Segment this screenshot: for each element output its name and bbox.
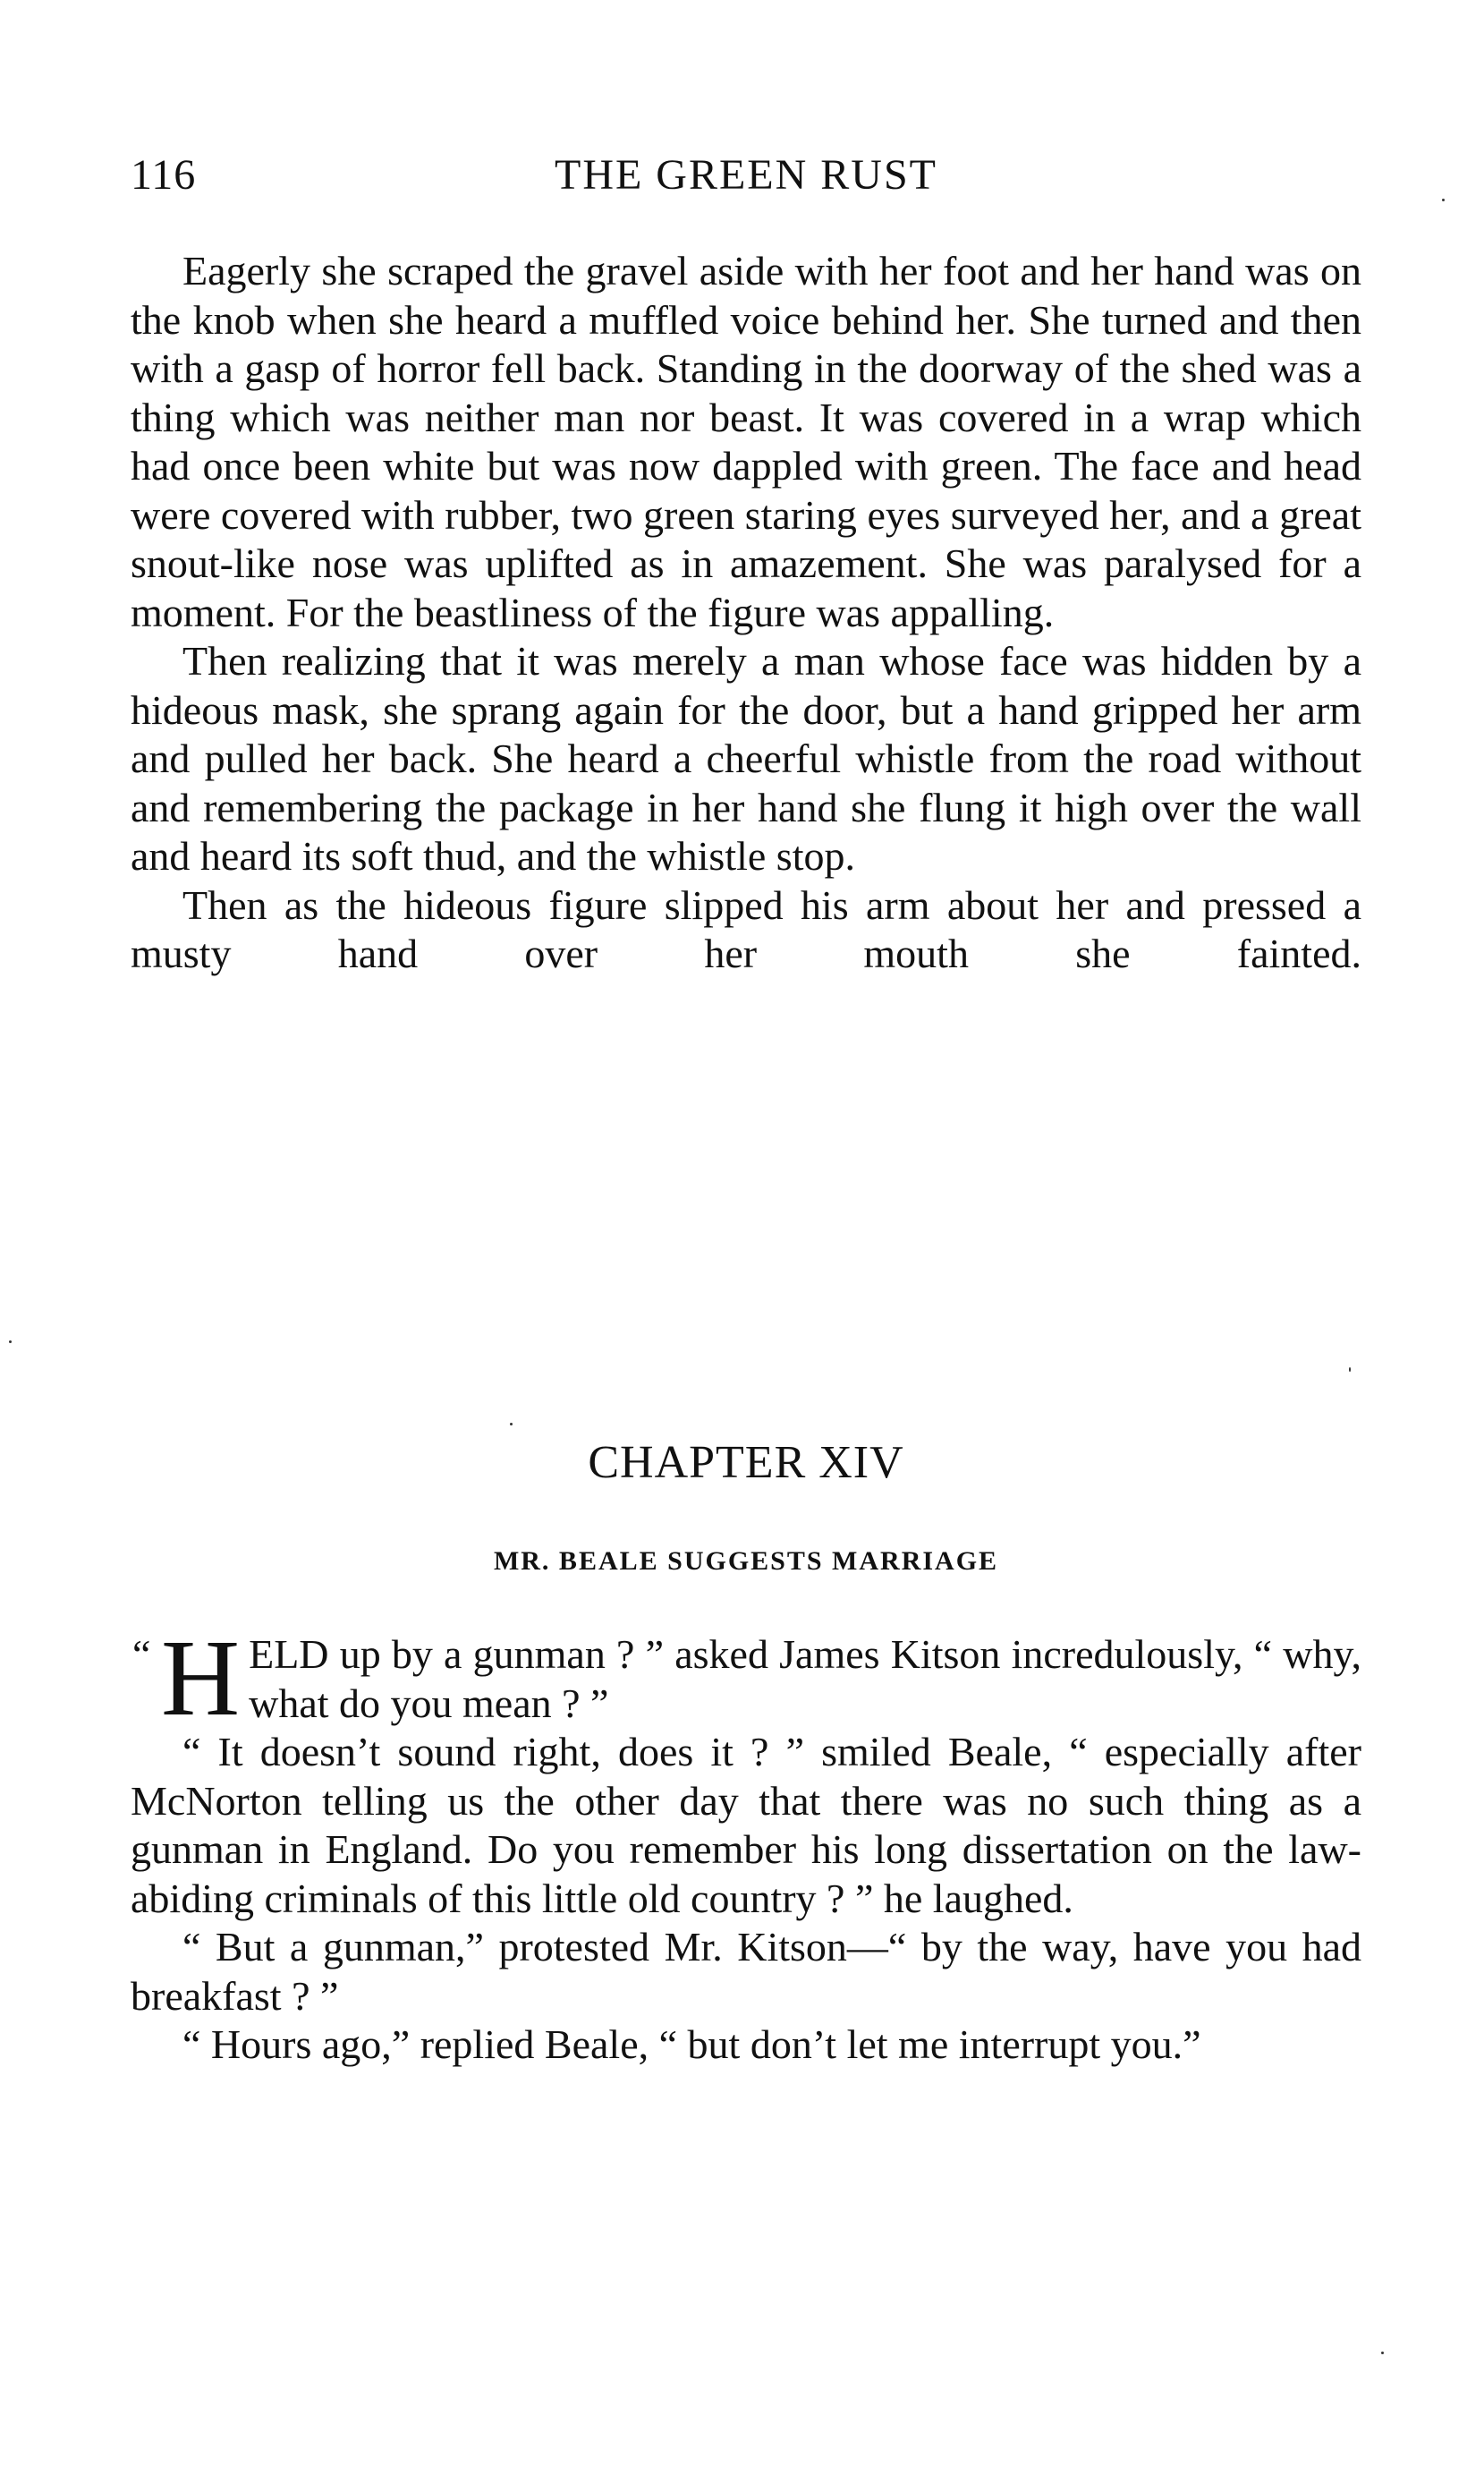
opening-paragraph-text: ELD up by a gunman ? ” asked James Kitson incredulously, “ why, what do you mean ? ” [249,1631,1361,1726]
chapter-xiii-ending [131,247,1361,979]
paragraph: “ But a gunman,” protested Mr. Kitson—“ by the way, have you had breakfast ? ” [131,1924,1361,2019]
book-title: THE GREEN RUST [555,151,937,199]
paragraph: “ Hours ago,” replied Beale, “ but don’t let me interrupt you.” [182,2021,1201,2067]
drop-cap: H [161,1618,241,1739]
print-speck [1442,199,1445,201]
opening-paragraph [131,1618,1361,1739]
print-speck [1381,2352,1384,2354]
print-speck [510,1423,513,1425]
paragraph: Then as the hideous figure slipped his arm about her and pressed a musty hand over her mouth she fainted. [131,881,1361,976]
paragraph: Eagerly she scraped the gravel aside with her foot and her hand was on the knob when she heard a muffled voice behind her. She turned and then with a gasp of horror fell back. Standing in the doorway of the shed was a thing which was neither man nor beast. It was covered in a wrap which had once been white but was now dappled with green. The face and head were covered with rubber, two green staring eyes surveyed her, and a great snout-like nose was uplifted as in amazement. She was paralysed for a moment. For the beastliness of the figure was appalling. [131,248,1361,635]
opening-quote-mark: “ [132,1631,151,1677]
running-head [131,150,1361,204]
print-speck [9,1340,12,1343]
chapter-xiv-text [131,1618,1361,2070]
chapter-heading: CHAPTER XIV [588,1437,904,1488]
print-speck [1349,1367,1351,1372]
paragraph: Then realizing that it was merely a man whose face was hidden by a hideous mask, she sprang again for the door, but a hand gripped her arm and pulled her back. She heard a cheerful whistle from the road without and remembering the package in her hand she flung it high over the wall and heard its soft thud, and the whistle stop. [131,638,1361,879]
chapter-subtitle: MR. BEALE SUGGESTS MARRIAGE [493,1546,999,1576]
paragraph [131,1618,1361,1739]
page-number: 116 [131,151,197,199]
paragraph: “ It doesn’t sound right, does it ? ” smiled Beale, “ especially after McNorton telling us the other day that there was no such thing as a gunman in England. Do you remember his long dissertation on the law-abiding criminals of this little old country ? ” he laughed. [131,1729,1361,1921]
